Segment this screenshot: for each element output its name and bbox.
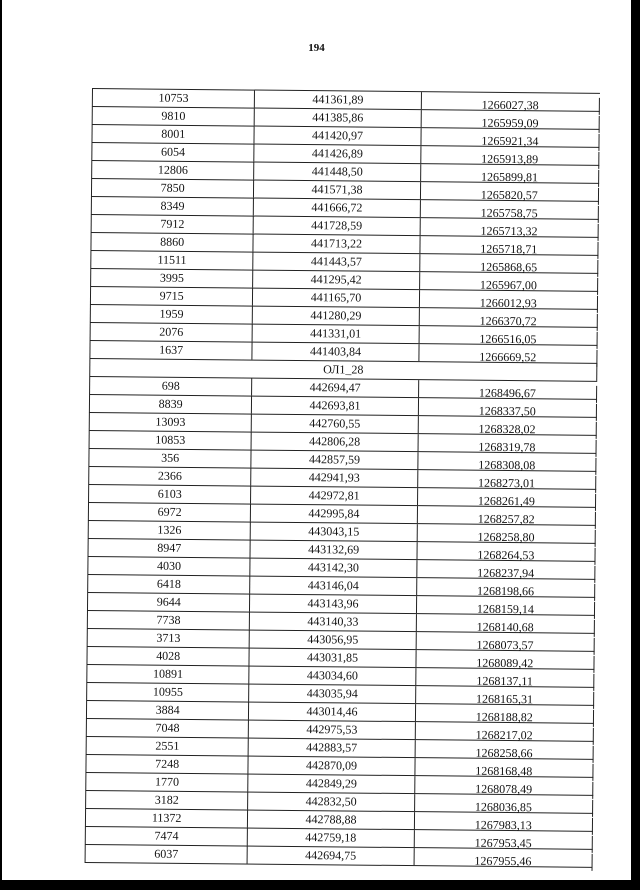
- point-number-cell: 9715: [90, 287, 254, 306]
- point-number-cell: 6972: [88, 503, 252, 522]
- y-coordinate-cell: 1267983,13: [415, 816, 593, 835]
- y-coordinate-cell: 1268328,02: [418, 420, 596, 439]
- y-coordinate-cell: 1268257,82: [418, 510, 596, 529]
- point-number-cell: 3995: [90, 269, 254, 288]
- point-number-cell: 9644: [87, 593, 251, 612]
- y-coordinate-cell: 1268337,50: [419, 402, 597, 421]
- point-number-cell: 3713: [87, 629, 251, 648]
- y-coordinate-cell: 1265713,32: [420, 222, 598, 241]
- y-coordinate-cell: 1268078,49: [415, 780, 593, 799]
- x-coordinate-cell: 443035,94: [249, 685, 415, 704]
- y-coordinate-cell: 1265868,65: [420, 258, 598, 277]
- x-coordinate-cell: 443132,69: [251, 541, 417, 560]
- y-coordinate-cell: 1268137,11: [416, 672, 594, 691]
- point-number-cell: 2076: [90, 323, 254, 342]
- y-coordinate-cell: 1268258,66: [415, 744, 593, 763]
- x-coordinate-cell: 442759,18: [248, 829, 414, 848]
- y-coordinate-cell: 1265758,75: [420, 204, 598, 223]
- x-coordinate-cell: 441728,59: [254, 217, 420, 236]
- x-coordinate-cell: 441426,89: [255, 145, 421, 164]
- x-coordinate-cell: 443014,46: [249, 703, 415, 722]
- y-coordinate-cell: 1268165,31: [416, 690, 594, 709]
- point-number-cell: 9810: [92, 107, 256, 126]
- point-number-cell: 1959: [90, 305, 254, 324]
- y-coordinate-cell: 1268159,14: [417, 600, 595, 619]
- y-coordinate-cell: 1268089,42: [416, 654, 594, 673]
- x-coordinate-cell: 442870,09: [249, 757, 415, 776]
- x-coordinate-cell: 442693,81: [252, 397, 418, 416]
- y-coordinate-cell: 1268273,01: [418, 474, 596, 493]
- x-coordinate-cell: 443043,15: [251, 523, 417, 542]
- x-coordinate-cell: 443143,96: [250, 595, 416, 614]
- y-coordinate-cell: 1268036,85: [415, 798, 593, 817]
- point-number-cell: 7912: [91, 215, 255, 234]
- point-number-cell: 698: [89, 377, 253, 396]
- point-number-cell: 4030: [87, 557, 251, 576]
- x-coordinate-cell: 441331,01: [253, 325, 419, 344]
- point-number-cell: 3884: [86, 701, 250, 720]
- x-coordinate-cell: 443146,04: [251, 577, 417, 596]
- point-number-cell: 6054: [91, 143, 255, 162]
- y-coordinate-cell: 1268168,48: [415, 762, 593, 781]
- x-coordinate-cell: 441295,42: [253, 271, 419, 290]
- y-coordinate-cell: 1268261,49: [418, 492, 596, 511]
- point-number-cell: 6418: [87, 575, 251, 594]
- point-number-cell: 8001: [91, 125, 255, 144]
- point-number-cell: 13093: [89, 413, 253, 432]
- y-coordinate-cell: 1268140,68: [416, 618, 594, 637]
- point-number-cell: 7738: [87, 611, 251, 630]
- x-coordinate-cell: 442694,47: [252, 379, 418, 398]
- y-coordinate-cell: 1266370,72: [419, 312, 597, 331]
- point-number-cell: 11511: [90, 251, 254, 270]
- point-number-cell: 6037: [85, 845, 249, 864]
- y-coordinate-cell: 1268319,78: [418, 438, 596, 457]
- x-coordinate-cell: 441443,57: [254, 253, 420, 272]
- x-coordinate-cell: 441280,29: [253, 307, 419, 326]
- point-number-cell: 4028: [86, 647, 250, 666]
- x-coordinate-cell: 442832,50: [248, 793, 414, 812]
- point-number-cell: 2366: [88, 467, 252, 486]
- x-coordinate-cell: 441403,84: [253, 343, 419, 362]
- x-coordinate-cell: 443140,33: [250, 613, 416, 632]
- y-coordinate-cell: 1268258,80: [417, 528, 595, 547]
- x-coordinate-cell: 441713,22: [254, 235, 420, 254]
- point-number-cell: 7248: [85, 755, 249, 774]
- x-coordinate-cell: 441420,97: [255, 127, 421, 146]
- point-number-cell: 6103: [88, 485, 252, 504]
- point-number-cell: 356: [88, 449, 252, 468]
- y-coordinate-cell: 1265820,57: [421, 186, 599, 205]
- y-coordinate-cell: 1268073,57: [416, 636, 594, 655]
- x-coordinate-cell: 442883,57: [249, 739, 415, 758]
- point-number-cell: 8860: [90, 233, 254, 252]
- y-coordinate-cell: 1265718,71: [420, 240, 598, 259]
- x-coordinate-cell: 441571,38: [254, 181, 420, 200]
- point-number-cell: 10955: [86, 683, 250, 702]
- x-coordinate-cell: 442788,88: [248, 811, 414, 830]
- y-coordinate-cell: 1267955,46: [414, 852, 592, 871]
- point-number-cell: 1637: [89, 341, 253, 360]
- x-coordinate-cell: 443034,60: [250, 667, 416, 686]
- y-coordinate-cell: 1265921,34: [421, 132, 599, 151]
- x-coordinate-cell: 443056,95: [250, 631, 416, 650]
- point-number-cell: 1326: [88, 521, 252, 540]
- x-coordinate-cell: 442760,55: [252, 415, 418, 434]
- x-coordinate-cell: 441448,50: [254, 163, 420, 182]
- y-coordinate-cell: 1268308,08: [418, 456, 596, 475]
- x-coordinate-cell: 442995,84: [251, 505, 417, 524]
- y-coordinate-cell: 1265899,81: [421, 168, 599, 187]
- point-number-cell: 10853: [89, 431, 253, 450]
- y-coordinate-cell: 1268237,94: [417, 564, 595, 583]
- y-coordinate-cell: 1265913,89: [421, 150, 599, 169]
- y-coordinate-cell: 1267953,45: [414, 834, 592, 853]
- x-coordinate-cell: 442972,81: [251, 487, 417, 506]
- point-number-cell: 11372: [85, 809, 249, 828]
- x-coordinate-cell: 441165,70: [253, 289, 419, 308]
- y-coordinate-cell: 1266027,38: [421, 96, 599, 115]
- y-coordinate-cell: 1265959,09: [421, 114, 599, 133]
- x-coordinate-cell: 441361,89: [255, 91, 421, 110]
- point-number-cell: 7048: [86, 719, 250, 738]
- x-coordinate-cell: 442975,53: [249, 721, 415, 740]
- y-coordinate-cell: 1268198,66: [417, 582, 595, 601]
- point-number-cell: 8947: [88, 539, 252, 558]
- x-coordinate-cell: 442849,29: [249, 775, 415, 794]
- x-coordinate-cell: 442694,75: [248, 847, 414, 866]
- point-number-cell: 10891: [86, 665, 250, 684]
- y-coordinate-cell: 1266669,52: [419, 348, 597, 367]
- x-coordinate-cell: 443031,85: [250, 649, 416, 668]
- section-label: ОЛ1_28: [89, 359, 597, 381]
- y-coordinate-cell: 1268264,53: [417, 546, 595, 565]
- x-coordinate-cell: 441666,72: [254, 199, 420, 218]
- x-coordinate-cell: 443142,30: [251, 559, 417, 578]
- y-coordinate-cell: 1265967,00: [420, 276, 598, 295]
- x-coordinate-cell: 442857,59: [252, 451, 418, 470]
- y-coordinate-cell: 1268188,82: [416, 708, 594, 727]
- point-number-cell: 12806: [91, 161, 255, 180]
- x-coordinate-cell: 442941,93: [252, 469, 418, 488]
- point-number-cell: 3182: [85, 791, 249, 810]
- page-number: 194: [308, 42, 325, 54]
- point-number-cell: 10753: [92, 89, 256, 108]
- point-number-cell: 8349: [91, 197, 255, 216]
- y-coordinate-cell: 1266516,05: [419, 330, 597, 349]
- point-number-cell: 7474: [85, 827, 249, 846]
- y-coordinate-cell: 1268496,67: [419, 384, 597, 403]
- x-coordinate-cell: 441385,86: [255, 109, 421, 128]
- point-number-cell: 1770: [85, 773, 249, 792]
- point-number-cell: 7850: [91, 179, 255, 198]
- x-coordinate-cell: 442806,28: [252, 433, 418, 452]
- point-number-cell: 2551: [86, 737, 250, 756]
- y-coordinate-cell: 1268217,02: [415, 726, 593, 745]
- y-coordinate-cell: 1266012,93: [420, 294, 598, 313]
- point-number-cell: 8839: [89, 395, 253, 414]
- coordinates-table: [85, 88, 600, 868]
- document-page: [2, 0, 631, 880]
